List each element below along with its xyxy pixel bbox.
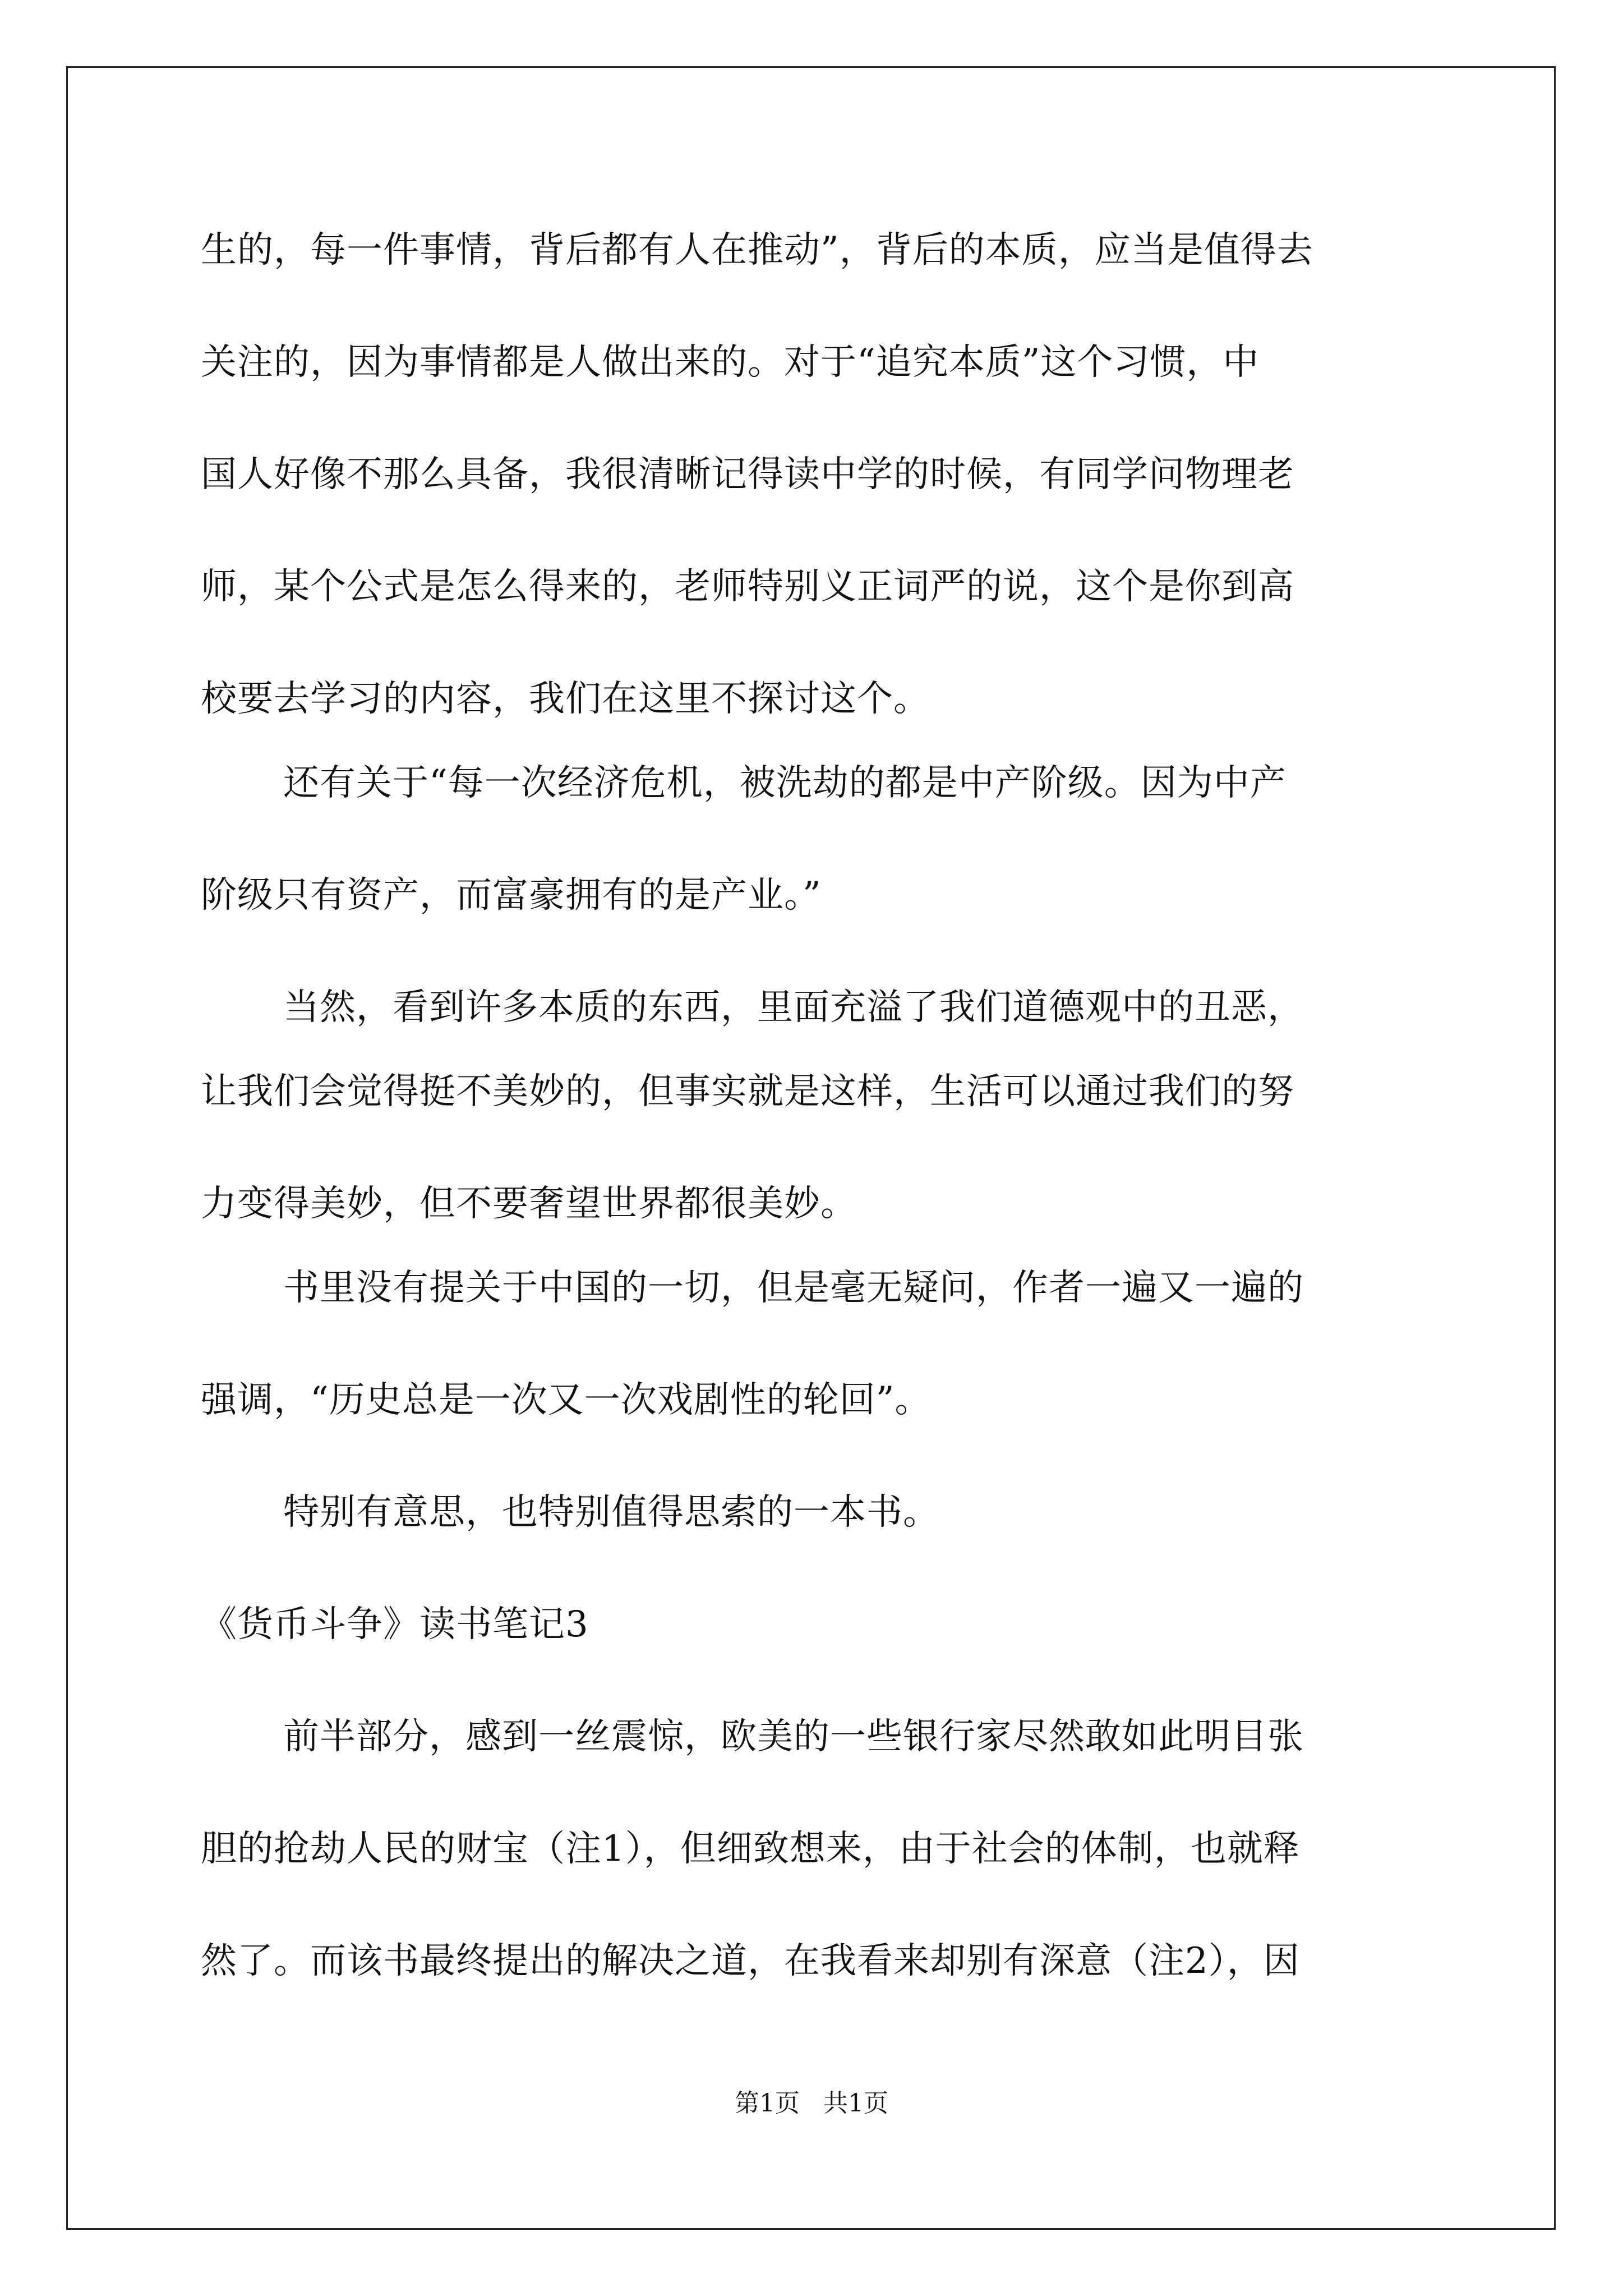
paragraph-line-15: 前半部分，感到一丝震惊，欧美的一些银行家尽然敢如此明目张	[283, 1716, 1304, 1757]
paragraph-line-11: 书里没有提关于中国的一切，但是毫无疑问，作者一遍又一遍的	[283, 1267, 1304, 1309]
paragraph-line-13: 特别有意思，也特别值得思索的一本书。	[283, 1492, 939, 1533]
body-line-3: 国人好像不那么具备，我很清晰记得读中学的时候，有同学问物理老	[201, 454, 1294, 495]
body-line-12: 强调，“历史总是一次又一次戏剧性的轮回”。	[201, 1379, 932, 1421]
body-line-5: 校要去学习的内容，我们在这里不探讨这个。	[201, 678, 930, 720]
body-line-17: 然了。而该书最终提出的解决之道，在我看来却别有深意（注2），因	[201, 1940, 1300, 1982]
paragraph-line-6: 还有关于“每一次经济危机，被洗劫的都是中产阶级。因为中产	[283, 762, 1287, 804]
body-line-4: 师，某个公式是怎么得来的，老师特别义正词严的说，这个是你到高	[201, 566, 1294, 608]
body-line-16: 胆的抢劫人民的财宝（注1），但细致想来，由于社会的体制，也就释	[201, 1828, 1300, 1870]
body-line-1: 生的，每一件事情，背后都有人在推动”，背后的本质，应当是值得去	[201, 229, 1313, 271]
paragraph-line-8: 当然，看到许多本质的东西，里面充溢了我们道德观中的丑恶，	[283, 987, 1304, 1028]
body-line-7: 阶级只有资产，而富豪拥有的是产业。”	[201, 875, 822, 916]
section-heading: 《货币斗争》读书笔记3	[201, 1604, 589, 1645]
page-border	[66, 66, 1556, 2230]
body-line-10: 力变得美妙，但不要奢望世界都很美妙。	[201, 1183, 857, 1225]
body-line-9: 让我们会觉得挺不美妙的，但事实就是这样，生活可以通过我们的努	[201, 1071, 1294, 1112]
body-line-2: 关注的，因为事情都是人做出来的。对于“追究本质”这个习惯，中	[201, 342, 1260, 383]
page-number-footer: 第1页 共1页	[735, 2089, 888, 2118]
